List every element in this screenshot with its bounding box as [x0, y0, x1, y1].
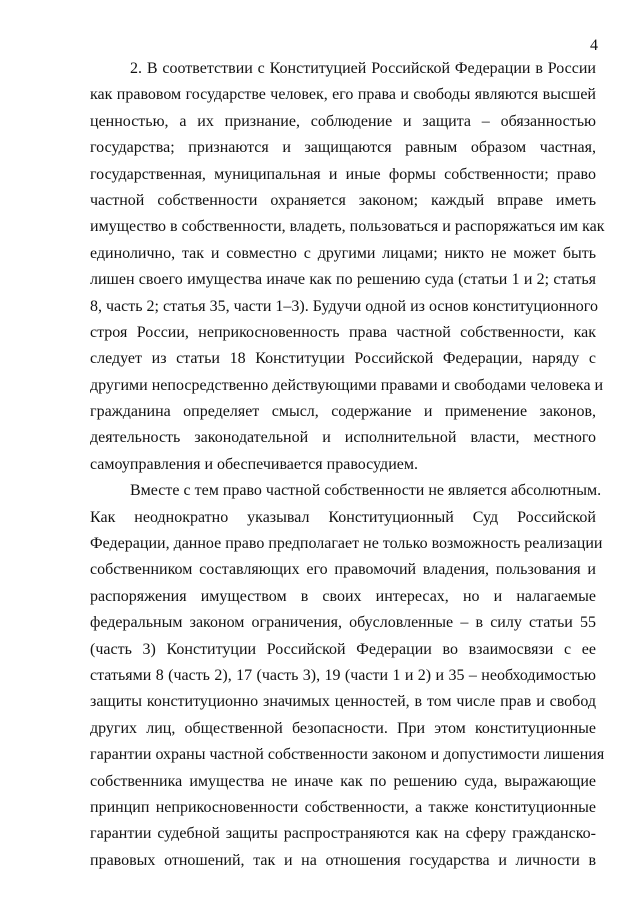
text-line: лишен своего имущества иначе как по решению суда (статьи 1 и 2; статья	[90, 271, 596, 289]
text-line: статьями 8 (часть 2), 17 (часть 3), 19 (части 1 и 2) и 35 – необходимостью	[90, 666, 596, 684]
text-line: защиты конституционно значимых ценностей, в том числе прав и свобод	[90, 693, 596, 711]
paragraph-2	[90, 478, 605, 874]
page-number: 4	[590, 37, 598, 54]
text-line: 2. В соответствии с Конституцией Российской Федерации в России	[130, 60, 596, 77]
text-line: как правовом государстве человек, его права и свободы являются высшей	[90, 86, 596, 104]
text-line: гарантии охраны частной собственности законом и допустимости лишения	[90, 746, 605, 764]
text-line: гражданина определяет смысл, содержание и применение законов,	[90, 403, 596, 421]
text-line: государственная, муниципальная и иные формы собственности; право	[90, 165, 596, 183]
text-line: гарантии судебной защиты распространяются как на сферу гражданско-	[90, 825, 596, 843]
text-line: 8, часть 2; статья 35, части 1–3). Будучи одной из основ конституционного	[90, 297, 598, 315]
text-line: Как неоднократно указывал Конституционный Суд Российской	[90, 508, 596, 526]
text-line: Федерации, данное право предполагает не только возможность реализации	[90, 535, 603, 553]
text-line: Вместе с тем право частной собственности не является абсолютным.	[130, 482, 602, 500]
text-line: самоуправления и обеспечивается правосудием.	[90, 455, 418, 473]
text-line: принцип неприкосновенности собственности, а также конституционные	[90, 798, 596, 816]
text-line: деятельность законодательной и исполнительной власти, местного	[90, 429, 596, 447]
text-line: федеральным законом ограничения, обусловленные – в силу статьи 55	[90, 614, 596, 632]
paragraph-1	[90, 56, 605, 478]
text-line: следует из статьи 18 Конституции Российской Федерации, наряду с	[90, 350, 596, 368]
text-line: распоряжения имуществом в своих интересах, но и налагаемые	[90, 587, 596, 605]
text-line: собственником составляющих его правомочий владения, пользования и	[90, 561, 596, 579]
text-line: имущество в собственности, владеть, пользоваться и распоряжаться им как	[90, 218, 605, 236]
text-line: частной собственности охраняется законом; каждый вправе иметь	[90, 191, 596, 209]
text-line: государства; признаются и защищаются равным образом частная,	[90, 139, 596, 157]
text-line: ценностью, а их признание, соблюдение и защита – обязанностью	[90, 112, 596, 130]
body-text	[90, 56, 605, 874]
text-line: (часть 3) Конституции Российской Федерации во взаимосвязи с ее	[90, 640, 596, 658]
text-line: строя России, неприкосновенность права частной собственности, как	[90, 323, 596, 341]
text-line: других лиц, общественной безопасности. При этом конституционные	[90, 719, 596, 737]
text-line: единолично, так и совместно с другими лицами; никто не может быть	[90, 244, 596, 262]
text-line: другими непосредственно действующими правами и свободами человека и	[90, 376, 604, 394]
text-line: правовых отношений, так и на отношения государства и личности в	[90, 851, 596, 869]
text-line: собственника имущества не иначе как по решению суда, выражающие	[90, 772, 596, 790]
